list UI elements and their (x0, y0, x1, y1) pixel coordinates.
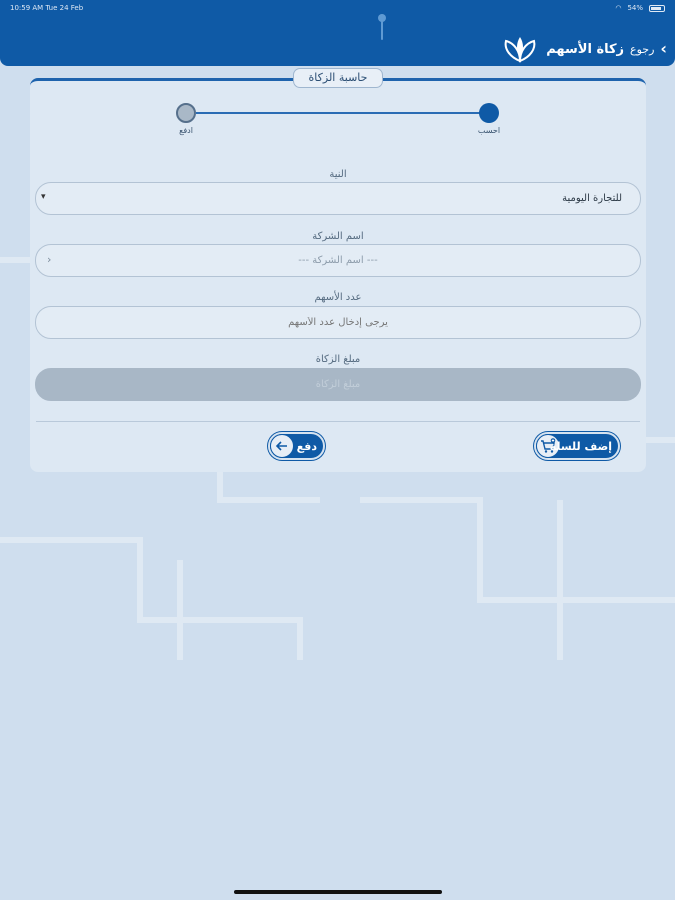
divider (36, 421, 640, 422)
back-label: رجوع (630, 42, 655, 56)
battery-percent: 54% (627, 4, 643, 12)
stepper-line (196, 112, 480, 114)
company-placeholder: --- اسم الشركة --- (298, 255, 378, 266)
step-calculate-indicator (479, 103, 499, 123)
shares-input[interactable] (35, 306, 641, 339)
step-pay-label: ادفع (179, 126, 193, 135)
arrow-left-icon (270, 434, 294, 458)
zakat-amount-field (35, 368, 641, 401)
pay-button[interactable] (268, 432, 325, 460)
chevron-right-icon: › (47, 253, 52, 266)
intention-label: النية (329, 169, 347, 180)
zakat-amount-label: مبلغ الزكاة (315, 354, 361, 365)
battery-icon (649, 5, 665, 12)
app-header (0, 0, 675, 66)
shares-label: عدد الأسهم (314, 292, 362, 303)
back-button[interactable] (500, 36, 667, 62)
pull-indicator (381, 14, 383, 40)
leaf-logo-icon (500, 35, 540, 63)
chevron-left-icon: ‹ (660, 39, 667, 58)
zakat-amount-placeholder: مبلغ الزكاة (315, 379, 361, 390)
status-bar (0, 0, 675, 16)
step-pay-indicator (176, 103, 196, 123)
caret-down-icon: ▾ (41, 192, 46, 202)
company-selector[interactable] (35, 244, 641, 277)
add-to-cart-button[interactable] (534, 432, 620, 460)
company-label: اسم الشركة (312, 231, 364, 242)
home-indicator (234, 890, 442, 894)
intention-value: للتجارة اليومية (562, 193, 622, 204)
step-calculate-label: احسب (477, 126, 501, 135)
pay-label: دفع (296, 440, 317, 453)
add-to-cart-label: إضف للسلة (549, 440, 612, 453)
intention-select[interactable] (35, 182, 641, 215)
wifi-icon: ◠ (615, 4, 622, 12)
status-time-date: 10:59 AM Tue 24 Feb (10, 4, 84, 12)
card-title: حاسبة الزكاة (293, 68, 383, 88)
status-icons (615, 4, 665, 12)
page-title: زكاة الأسهم (546, 41, 625, 57)
